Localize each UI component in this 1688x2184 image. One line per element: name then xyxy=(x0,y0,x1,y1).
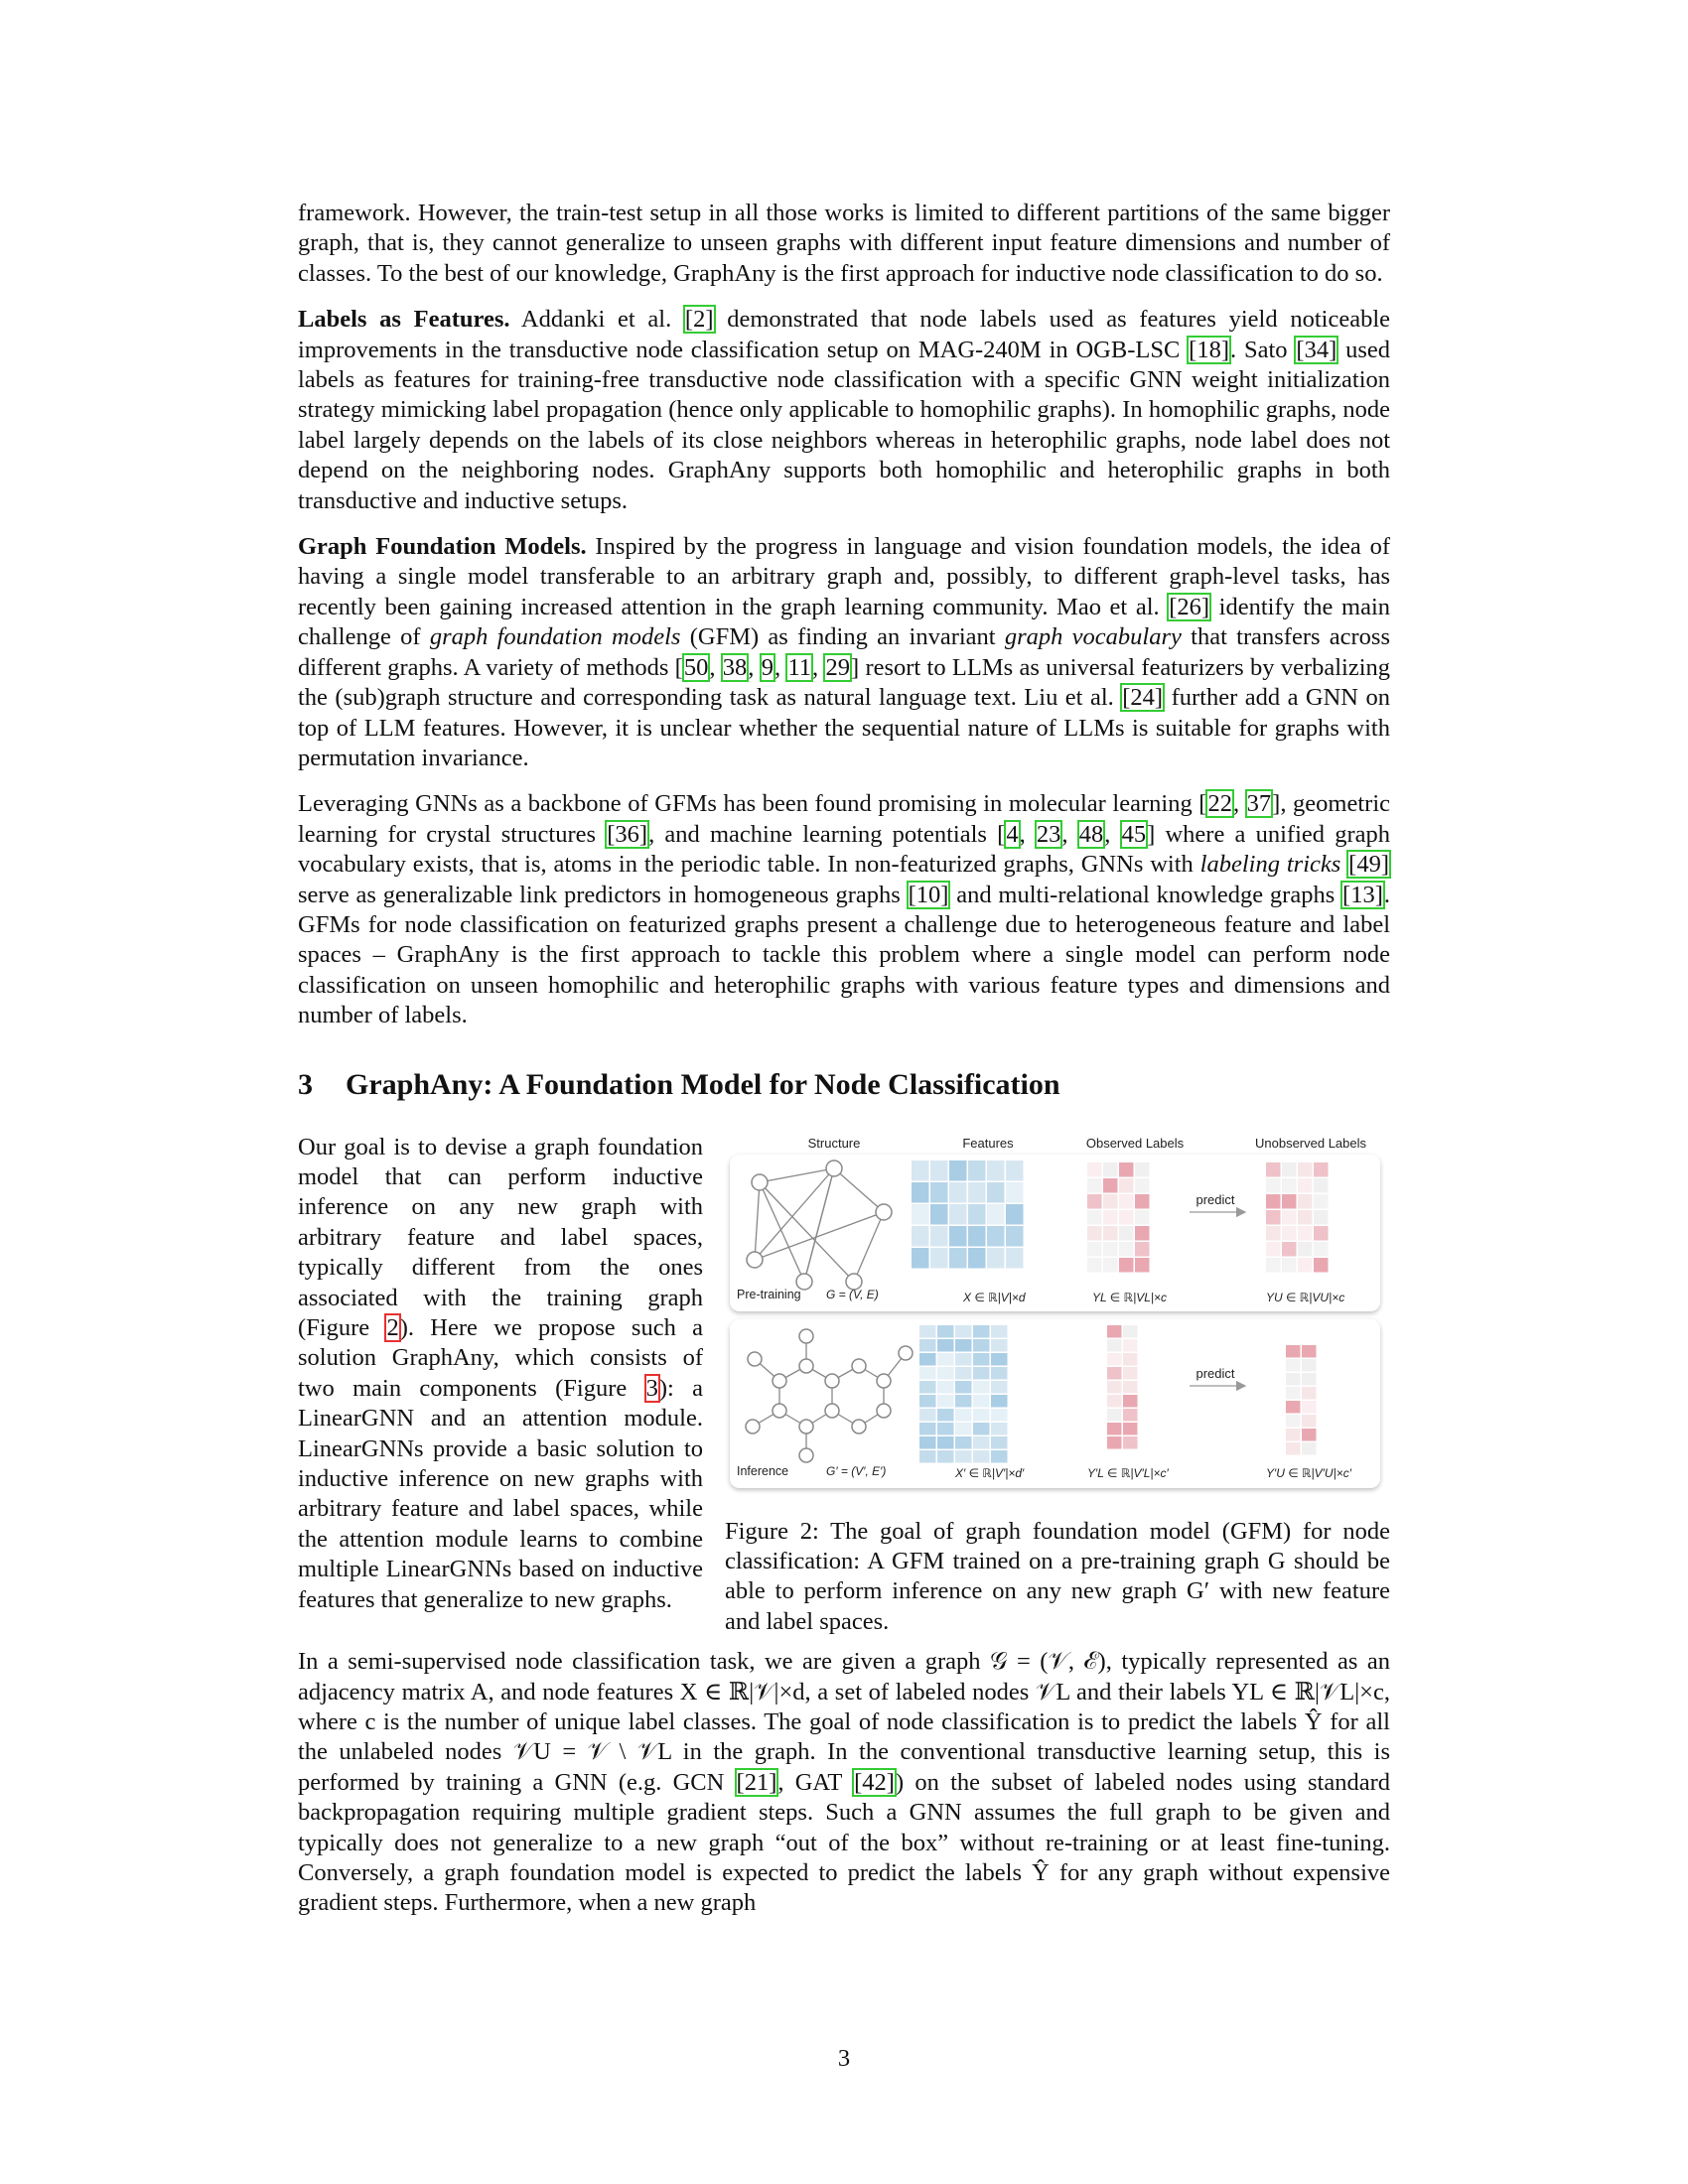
matrix-cell xyxy=(919,1395,936,1408)
matrix-cell xyxy=(1135,1210,1150,1225)
matrix-cell xyxy=(919,1409,936,1422)
figure-2 xyxy=(725,1133,1390,1638)
matrix-cell xyxy=(919,1325,936,1338)
matrix-cell xyxy=(955,1450,972,1463)
matrix-cell xyxy=(1286,1373,1301,1386)
matrix-cell xyxy=(991,1339,1008,1352)
matrix-cell xyxy=(1286,1415,1301,1428)
matrix-cell xyxy=(1103,1258,1118,1273)
matrix-cell xyxy=(930,1160,948,1181)
matrix-cell xyxy=(991,1436,1008,1449)
citation-link[interactable]: 37 xyxy=(1246,790,1272,818)
matrix-cell xyxy=(1286,1387,1301,1400)
matrix-cell xyxy=(973,1409,990,1422)
matrix-cell xyxy=(1302,1387,1317,1400)
matrix-cell xyxy=(1103,1226,1118,1241)
matrix-cell xyxy=(1135,1242,1150,1257)
section-heading xyxy=(298,1067,1390,1103)
column-header-observed-labels: Observed Labels xyxy=(1085,1135,1185,1151)
citation-link[interactable]: 9 xyxy=(761,653,774,681)
matrix-cell xyxy=(1119,1258,1134,1273)
matrix-cell xyxy=(930,1182,948,1203)
matrix-cell xyxy=(1298,1162,1313,1177)
matrix-cell xyxy=(919,1339,936,1352)
matrix-cell xyxy=(1302,1359,1317,1372)
citation-link[interactable]: [42] xyxy=(854,1768,895,1796)
matrix-cell xyxy=(1119,1226,1134,1241)
matrix-cell xyxy=(1006,1226,1024,1247)
matrix-cell xyxy=(1135,1226,1150,1241)
matrix-cell xyxy=(1314,1258,1329,1273)
figure-reference-link[interactable]: 3 xyxy=(645,1374,658,1402)
matrix-cell xyxy=(991,1381,1008,1394)
matrix-cell xyxy=(973,1381,990,1394)
matrix-cell xyxy=(968,1226,986,1247)
matrix-cell xyxy=(991,1450,1008,1463)
matrix-cell xyxy=(912,1248,929,1269)
section-title: GraphAny: A Foundation Model for Node Classification xyxy=(346,1067,1060,1101)
matrix-cell xyxy=(1266,1258,1281,1273)
citation-link[interactable]: 22 xyxy=(1207,790,1232,818)
matrix-cell xyxy=(987,1204,1005,1225)
matrix-cell xyxy=(937,1353,954,1366)
matrix-cell xyxy=(937,1339,954,1352)
text: ) on the subset of labeled nodes using standard backpropagation requiring multiple gradient steps. Such a GNN assumes the full graph to be given and typically does not generalize to a new graph “out of the box” without re-training or at least fine-tuning. Conversely, a graph foundation model is expected to predict the labels Ŷ for any graph without expensive gradient steps. Furthermore, when a new graph xyxy=(298,1768,1391,1917)
matrix-cell xyxy=(973,1395,990,1408)
citation-link[interactable]: [36] xyxy=(607,820,648,848)
inference-label: Inference xyxy=(737,1463,789,1478)
matrix-cell xyxy=(1135,1162,1150,1177)
matrix-cell xyxy=(1302,1345,1317,1358)
citation-link[interactable]: [49] xyxy=(1348,851,1389,879)
text: , and machine learning potentials [ xyxy=(648,820,1006,848)
matrix-cell xyxy=(991,1367,1008,1380)
citation-link[interactable]: 29 xyxy=(825,653,850,681)
citation-link[interactable]: 38 xyxy=(722,653,748,681)
feature-x-prime-label: X′ ∈ ℝ|V′|×d′ xyxy=(955,1465,1025,1480)
matrix-cell xyxy=(937,1409,954,1422)
matrix-cell xyxy=(1006,1248,1024,1269)
matrix-cell xyxy=(968,1160,986,1181)
matrix-cell xyxy=(1087,1178,1102,1193)
matrix-cell xyxy=(1298,1194,1313,1209)
matrix-cell xyxy=(1107,1423,1122,1435)
matrix-cell xyxy=(1107,1381,1122,1394)
matrix-cell xyxy=(1087,1258,1102,1273)
matrix-cell xyxy=(1302,1442,1317,1455)
matrix-cell xyxy=(1266,1226,1281,1241)
matrix-cell xyxy=(1302,1373,1317,1386)
matrix-cell xyxy=(955,1339,972,1352)
citation-link[interactable]: [13] xyxy=(1342,881,1383,908)
matrix-cell xyxy=(1314,1210,1329,1225)
inference-panel xyxy=(730,1319,1380,1488)
matrix-cell xyxy=(1282,1226,1297,1241)
matrix-cell xyxy=(1006,1204,1024,1225)
citation-link[interactable]: 48 xyxy=(1078,820,1104,848)
matrix-cell xyxy=(919,1436,936,1449)
unobserved-y-label: YU ∈ ℝ|VU|×c xyxy=(1266,1290,1345,1304)
citation-link[interactable]: [18] xyxy=(1189,336,1229,363)
citation-link[interactable]: 23 xyxy=(1036,820,1061,848)
matrix-cell xyxy=(919,1450,936,1463)
matrix-cell xyxy=(1286,1429,1301,1441)
matrix-cell xyxy=(1282,1258,1297,1273)
matrix-cell xyxy=(1123,1339,1138,1352)
matrix-cell xyxy=(1314,1242,1329,1257)
text: ], geometric learning for crystal structures xyxy=(298,790,1390,848)
matrix-cell xyxy=(919,1423,936,1435)
citation-link[interactable]: [26] xyxy=(1169,593,1210,620)
column-header-features: Features xyxy=(962,1135,1014,1151)
matrix-cell xyxy=(1314,1162,1329,1177)
matrix-cell xyxy=(1298,1226,1313,1241)
matrix-cell xyxy=(1123,1423,1138,1435)
matrix-cell xyxy=(1087,1162,1102,1177)
emphasis: graph foundation models xyxy=(429,623,681,651)
matrix-cell xyxy=(1266,1194,1281,1209)
matrix-cell xyxy=(937,1423,954,1435)
matrix-cell xyxy=(1087,1194,1102,1209)
matrix-cell xyxy=(1087,1242,1102,1257)
matrix-cell xyxy=(949,1204,967,1225)
predict-label: predict xyxy=(1196,1191,1235,1207)
matrix-cell xyxy=(949,1182,967,1203)
matrix-cell xyxy=(955,1325,972,1338)
text: serve as generalizable link predictors in homogeneous graphs xyxy=(298,881,908,908)
matrix-cell xyxy=(973,1423,990,1435)
matrix-cell xyxy=(1266,1242,1281,1257)
text: and multi-relational knowledge graphs xyxy=(949,881,1342,908)
column-header-structure: Structure xyxy=(807,1135,861,1151)
matrix-cell xyxy=(1107,1353,1122,1366)
matrix-cell xyxy=(937,1367,954,1380)
matrix-cell xyxy=(949,1226,967,1247)
matrix-cell xyxy=(1123,1436,1138,1449)
matrix-cell xyxy=(1266,1162,1281,1177)
pretraining-label: Pre-training xyxy=(737,1287,801,1301)
matrix-cell xyxy=(1123,1367,1138,1380)
matrix-cell xyxy=(1107,1409,1122,1422)
matrix-cell xyxy=(1314,1178,1329,1193)
matrix-cell xyxy=(973,1367,990,1380)
citation-link[interactable]: [2] xyxy=(684,306,714,334)
matrix-cell xyxy=(937,1450,954,1463)
heading-labels-as-features: Labels as Features. xyxy=(298,306,510,334)
matrix-cell xyxy=(1135,1178,1150,1193)
emphasis: labeling tricks xyxy=(1199,851,1341,879)
matrix-cell xyxy=(968,1182,986,1203)
matrix-cell xyxy=(955,1436,972,1449)
matrix-cell xyxy=(1119,1162,1134,1177)
graph-g-label: G = (V, E) xyxy=(826,1287,879,1301)
text: (GFM) as finding an invariant xyxy=(680,623,1005,651)
text: In a semi-supervised node classification task, we are given a graph 𝒢 = (𝒱, ℰ), typically represented as an adjacency matrix A, and node features X ∈ ℝ|𝒱|×d, a set of labeled nodes 𝒱L and their labels YL ∈ ℝ|𝒱L|×c, where c is the number of unique label classes. The goal of node classification is to predict the labels Ŷ for all the unlabeled nodes 𝒱U = 𝒱 \ 𝒱L in the graph. In the conventional transductive learning setup, this is performed by training a GNN (e.g. GCN xyxy=(298,1648,1390,1796)
predict-label: predict xyxy=(1196,1365,1235,1381)
matrix-cell xyxy=(1298,1258,1313,1273)
citation-link[interactable]: 50 xyxy=(683,653,709,681)
citation-link[interactable]: [21] xyxy=(736,1768,777,1796)
matrix-cell xyxy=(955,1409,972,1422)
matrix-cell xyxy=(1123,1353,1138,1366)
matrix-cell xyxy=(1119,1178,1134,1193)
matrix-cell xyxy=(1107,1339,1122,1352)
text: Addanki et al. xyxy=(509,306,684,334)
matrix-cell xyxy=(955,1423,972,1435)
matrix-cell xyxy=(987,1248,1005,1269)
text: ] resort to LLMs as universal featurizers by verbalizing the (sub)graph structure and corresponding task as natural language text. Liu et al. xyxy=(298,653,1391,712)
figure-2-caption: Figure 2: The goal of graph foundation model (GFM) for node classification: A GFM trained on a pre-training graph G should be able to perform inference on any new graph G′ with new feature and label spaces. xyxy=(725,1517,1390,1635)
paragraph-our-goal xyxy=(298,1133,703,1638)
matrix-cell xyxy=(1314,1194,1329,1209)
heading-graph-foundation-models: Graph Foundation Models. xyxy=(298,533,587,561)
matrix-cell xyxy=(1119,1242,1134,1257)
matrix-cell xyxy=(1087,1210,1102,1225)
column-header-unobserved-labels: Unobserved Labels xyxy=(1254,1135,1367,1151)
matrix-cell xyxy=(919,1353,936,1366)
matrix-cell xyxy=(991,1423,1008,1435)
matrix-cell xyxy=(1282,1194,1297,1209)
matrix-cell xyxy=(973,1353,990,1366)
matrix-cell xyxy=(919,1367,936,1380)
matrix-cell xyxy=(973,1325,990,1338)
matrix-cell xyxy=(949,1160,967,1181)
citation-link[interactable]: 4 xyxy=(1006,820,1019,848)
matrix-cell xyxy=(991,1395,1008,1408)
matrix-cell xyxy=(1282,1162,1297,1177)
matrix-cell xyxy=(1006,1160,1024,1181)
citation-link[interactable]: 45 xyxy=(1121,820,1147,848)
text: identify the main challenge of xyxy=(298,593,1391,651)
matrix-cell xyxy=(1123,1395,1138,1408)
text: Our goal is to devise a graph foundation model that can perform inductive inference on any new graph with arbitrary feature and label spaces, typically different from the ones associated with the training graph (Figure xyxy=(298,1133,703,1341)
matrix-cell xyxy=(912,1226,929,1247)
matrix-cell xyxy=(937,1395,954,1408)
matrix-cell xyxy=(1286,1442,1301,1455)
matrix-cell xyxy=(1107,1395,1122,1408)
matrix-cell xyxy=(930,1226,948,1247)
paragraph-semi-supervised xyxy=(298,1647,1390,1919)
figure-2-diagram xyxy=(725,1133,1385,1495)
matrix-cell xyxy=(1135,1194,1150,1209)
paragraph-framework: framework. However, the train-test setup in all those works is limited to different partitions of the same bigger graph, that is, they cannot generalize to unseen graphs with different input feature dimensions and number of classes. To the best of our knowledge, GraphAny is the first approach for inductive node classification to do so. xyxy=(298,200,1390,287)
page-number: 3 xyxy=(837,2045,851,2072)
page-body xyxy=(298,199,1390,1935)
matrix-cell xyxy=(1286,1401,1301,1414)
matrix-cell xyxy=(937,1381,954,1394)
unobserved-y-prime-label: Y′U ∈ ℝ|V′U|×c′ xyxy=(1266,1465,1351,1480)
text: that transfers across different graphs. A variety of methods [ xyxy=(298,623,1390,681)
matrix-cell xyxy=(930,1248,948,1269)
text: ): a LinearGNN and an attention module. LinearGNNs provide a basic solution to inductive inference on new graphs with arbitrary feature and label spaces, while the attention module learns to combine multiple LinearGNNs based on inductive features that generalize to new graphs. xyxy=(298,1374,703,1613)
matrix-cell xyxy=(937,1436,954,1449)
text: used labels as features for training-free transductive node classification with a specific GNN weight initialization strategy mimicking label propagation (hence only applicable to homophilic graphs). In homophilic graphs, node label largely depends on the labels of its close neighbors whereas in heterophilic graphs, node label does not depend on the neighboring nodes. GraphAny supports both homophilic and heterophilic graphs in both transductive and inductive setups. xyxy=(298,336,1391,514)
matrix-cell xyxy=(930,1204,948,1225)
matrix-cell xyxy=(919,1381,936,1394)
text: further add a GNN on top of LLM features. However, it is unclear whether the sequential nature of LLMs is suitable for graphs with permutation invariance. xyxy=(298,684,1390,771)
text: Leveraging GNNs as a backbone of GFMs has been found promising in molecular learning [ xyxy=(298,790,1207,818)
section-number: 3 xyxy=(298,1067,313,1101)
matrix-cell xyxy=(1107,1436,1122,1449)
matrix-cell xyxy=(973,1339,990,1352)
citation-link[interactable]: 11 xyxy=(787,653,812,681)
feature-x-label: X ∈ ℝ|V|×d xyxy=(963,1290,1026,1304)
observed-y-label: YL ∈ ℝ|VL|×c xyxy=(1092,1290,1168,1304)
matrix-cell xyxy=(955,1381,972,1394)
matrix-cell xyxy=(1107,1325,1122,1338)
matrix-cell xyxy=(1123,1325,1138,1338)
matrix-cell xyxy=(1314,1226,1329,1241)
matrix-cell xyxy=(1302,1401,1317,1414)
matrix-cell xyxy=(1107,1367,1122,1380)
matrix-cell xyxy=(1103,1178,1118,1193)
matrix-cell xyxy=(991,1325,1008,1338)
matrix-cell xyxy=(1302,1429,1317,1441)
matrix-cell xyxy=(968,1204,986,1225)
paragraph-graph-foundation-models: Graph Foundation Models. Inspired by the progress in language and vision foundation models, the idea of having a single model transferable to an arbitrary graph and, possibly, to different graph-level tasks, has recently been gaining increased attention in the graph learning community. Mao et al. [26] identify the main challenge of graph foundation models (GFM) as finding an invariant graph vocabulary that transfers across different graphs. A variety of methods [50, 38, 9, 11, 29] resort to LLMs as universal featurizers by verbalizing the (sub)graph structure and corresponding task as natural language text. Liu et al. [24] further add a GNN on top of LLM features. However, it is unclear whether the sequential nature of LLMs is suitable for graphs with permutation invariance. xyxy=(298,533,1391,771)
paragraph-labels-as-features xyxy=(298,305,1390,516)
matrix-cell xyxy=(991,1409,1008,1422)
matrix-cell xyxy=(1103,1194,1118,1209)
text: , GAT xyxy=(777,1768,854,1796)
matrix-cell xyxy=(912,1204,929,1225)
matrix-cell xyxy=(955,1395,972,1408)
citation-link[interactable]: [34] xyxy=(1296,336,1337,363)
matrix-cell xyxy=(1266,1178,1281,1193)
matrix-cell xyxy=(937,1325,954,1338)
matrix-cell xyxy=(968,1248,986,1269)
matrix-cell xyxy=(1286,1359,1301,1372)
observed-y-prime-label: Y′L ∈ ℝ|V′L|×c′ xyxy=(1087,1465,1169,1480)
matrix-cell xyxy=(1282,1178,1297,1193)
matrix-cell xyxy=(973,1436,990,1449)
matrix-cell xyxy=(1119,1194,1134,1209)
matrix-cell xyxy=(955,1367,972,1380)
matrix-cell xyxy=(949,1248,967,1269)
matrix-cell xyxy=(1286,1345,1301,1358)
text: demonstrated that node labels used as features yield noticeable improvements in the transductive node classification setup on MAG-240M in OGB-LSC xyxy=(298,306,1390,363)
matrix-cell xyxy=(987,1160,1005,1181)
matrix-cell xyxy=(1298,1178,1313,1193)
emphasis: graph vocabulary xyxy=(1004,623,1182,651)
text: ). Here we propose such a solution GraphAny, which consists of two main components (Figure xyxy=(298,1314,703,1402)
matrix-cell xyxy=(1282,1210,1297,1225)
text: . GFMs for node classification on featurized graphs present a challenge due to heterogeneous feature and label spaces – GraphAny is the first approach to tackle this problem where a single model can perform node classification on unseen homophilic and heterophilic graphs with various feature types and dimensions and number of labels. xyxy=(298,881,1390,1029)
text: Inspired by the progress in language and vision foundation models, the idea of having a single model transferable to an arbitrary graph and, possibly, to different graph-level tasks, has recently been gaining increased attention in the graph learning community. Mao et al. xyxy=(298,533,1390,620)
figure-reference-link[interactable]: 2 xyxy=(386,1314,399,1341)
matrix-cell xyxy=(1087,1226,1102,1241)
citation-link[interactable]: [10] xyxy=(908,881,949,908)
matrix-cell xyxy=(1302,1415,1317,1428)
matrix-cell xyxy=(1006,1182,1024,1203)
matrix-cell xyxy=(912,1182,929,1203)
matrix-cell xyxy=(1103,1210,1118,1225)
text: ] where a unified graph vocabulary exists, that is, atoms in the periodic table. In non-featurized graphs, GNNs with xyxy=(298,820,1391,879)
matrix-cell xyxy=(987,1226,1005,1247)
matrix-cell xyxy=(991,1353,1008,1366)
matrix-cell xyxy=(1123,1381,1138,1394)
citation-link[interactable]: [24] xyxy=(1122,684,1164,712)
matrix-cell xyxy=(1298,1210,1313,1225)
matrix-cell xyxy=(1135,1258,1150,1273)
matrix-cell xyxy=(987,1182,1005,1203)
matrix-cell xyxy=(1103,1162,1118,1177)
matrix-cell xyxy=(1282,1242,1297,1257)
paragraph-leveraging-gnns: Leveraging GNNs as a backbone of GFMs has been found promising in molecular learning [22, 37], geometric learning for crystal structures [36], and machine learning potentials [4, 23, 48, 45] where a unified graph vocabulary exists, that is, atoms in the periodic table. In non-featurized graphs, GNNs with labeling tricks [49] serve as generalizable link predictors in homogeneous graphs [10] and multi-relational knowledge graphs [13]. GFMs for node classification on featurized graphs present a challenge due to heterogeneous feature and label spaces – GraphAny is the first approach to tackle this problem where a single model can perform node classification on unseen homophilic and heterophilic graphs with various feature types and dimensions and number of labels. xyxy=(298,790,1391,1029)
matrix-cell xyxy=(973,1450,990,1463)
matrix-cell xyxy=(1119,1210,1134,1225)
matrix-cell xyxy=(1266,1210,1281,1225)
matrix-cell xyxy=(1103,1242,1118,1257)
wrapped-figure-block xyxy=(298,1133,1390,1638)
matrix-cell xyxy=(1123,1409,1138,1422)
matrix-cell xyxy=(912,1160,929,1181)
gfm-diagram xyxy=(725,1133,1385,1495)
graph-g-prime-label: G′ = (V′, E′) xyxy=(826,1463,887,1478)
matrix-cell xyxy=(955,1353,972,1366)
text: . Sato xyxy=(1230,336,1296,363)
matrix-cell xyxy=(1298,1242,1313,1257)
